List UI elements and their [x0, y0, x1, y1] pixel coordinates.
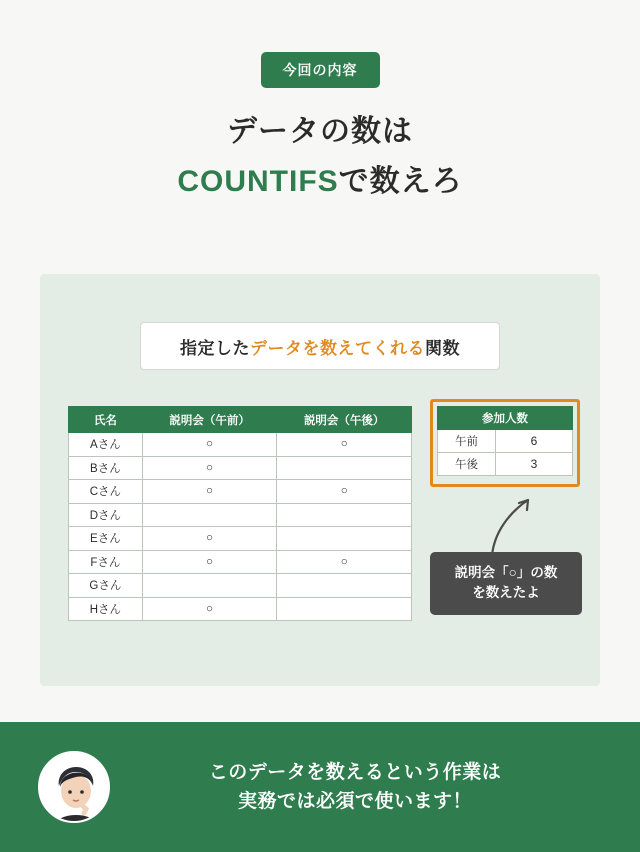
table-row: [69, 597, 412, 621]
cell-morning: [142, 574, 277, 598]
footer-banner: [0, 722, 640, 852]
cell-afternoon: ○: [277, 550, 412, 574]
headline-line-2: [0, 160, 640, 204]
cell-afternoon: [277, 574, 412, 598]
attendance-table-head: [69, 407, 412, 433]
table-row: [69, 433, 412, 457]
content-panel: [40, 274, 600, 686]
subtitle-box: [140, 322, 500, 370]
table-row: [438, 453, 573, 476]
footer-line-1: このデータを数えるという作業は: [208, 761, 502, 783]
cell-morning: [142, 503, 277, 527]
cell-afternoon: ○: [277, 433, 412, 457]
table-row: [69, 456, 412, 480]
cell-morning: ○: [142, 550, 277, 574]
callout-line-2: を数えたよ: [472, 585, 540, 601]
table-row: [69, 527, 412, 551]
result-table-head: [438, 407, 573, 430]
callout-bubble: [430, 552, 582, 615]
cell-period-label: 午後: [438, 453, 496, 476]
table-header-row: [438, 407, 573, 430]
headline-line-2-rest: で数えろ: [338, 164, 463, 198]
cell-afternoon: [277, 597, 412, 621]
table-row: [69, 503, 412, 527]
table-header-row: [69, 407, 412, 433]
cell-afternoon: [277, 456, 412, 480]
column-header-morning: 説明会（午前）: [142, 407, 277, 433]
cell-name: Gさん: [69, 574, 143, 598]
table-row: [438, 430, 573, 453]
table-row: [69, 480, 412, 504]
table-row: [69, 550, 412, 574]
cell-name: Cさん: [69, 480, 143, 504]
curved-arrow-icon: [472, 486, 542, 558]
cell-morning: ○: [142, 597, 277, 621]
column-header-participants: 参加人数: [438, 407, 573, 430]
cell-count-value: 3: [496, 453, 573, 476]
cell-afternoon: [277, 527, 412, 551]
subtitle-prefix: 指定した: [180, 338, 250, 358]
result-table-body: [438, 430, 573, 476]
headline-line-1: データの数は: [227, 115, 413, 148]
column-header-name: 氏名: [69, 407, 143, 433]
cell-morning: ○: [142, 433, 277, 457]
cell-period-label: 午前: [438, 430, 496, 453]
headline-function-name: COUNTIFS: [177, 164, 339, 198]
cell-name: Aさん: [69, 433, 143, 457]
subtitle-accent: データを数えてくれる: [250, 338, 425, 358]
cell-name: Dさん: [69, 503, 143, 527]
table-row: [69, 574, 412, 598]
subtitle-suffix: 関数: [425, 338, 460, 358]
callout-line-1: 説明会「○」の数: [454, 565, 558, 580]
cell-name: Eさん: [69, 527, 143, 551]
cell-morning: ○: [142, 527, 277, 551]
cell-morning: ○: [142, 456, 277, 480]
cell-name: Fさん: [69, 550, 143, 574]
avatar: [38, 751, 110, 823]
cell-afternoon: [277, 503, 412, 527]
result-table: [437, 406, 573, 476]
attendance-table-body: [69, 433, 412, 621]
cell-morning: ○: [142, 480, 277, 504]
topic-badge: 今回の内容: [261, 52, 380, 88]
page-title: [0, 110, 640, 203]
attendance-table: [68, 406, 412, 621]
footer-line-2: 実務では必須で使います！: [237, 791, 472, 812]
badge-container: [0, 52, 640, 88]
cell-count-value: 6: [496, 430, 573, 453]
result-highlight-box: [430, 399, 580, 487]
cell-name: Bさん: [69, 456, 143, 480]
column-header-afternoon: 説明会（午後）: [277, 407, 412, 433]
footer-message: [110, 758, 640, 817]
cell-afternoon: ○: [277, 480, 412, 504]
avatar-illustration-icon: [40, 753, 110, 823]
cell-name: Hさん: [69, 597, 143, 621]
